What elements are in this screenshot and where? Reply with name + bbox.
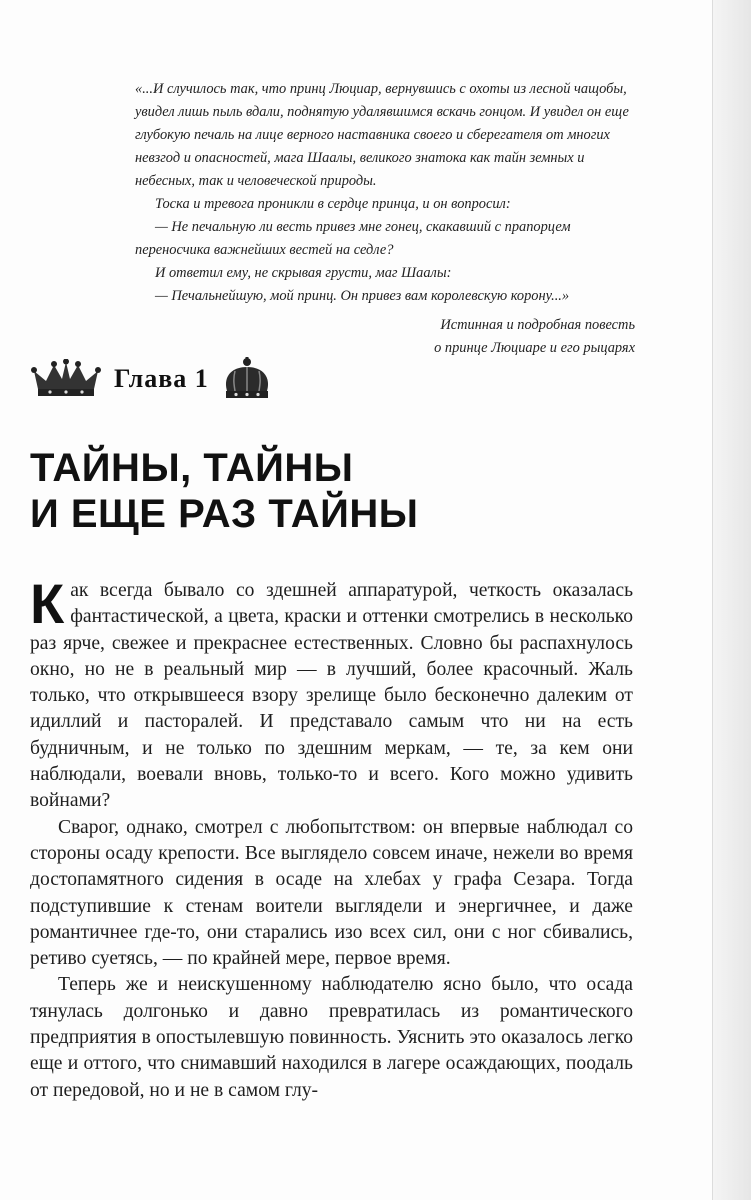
epigraph-source-line: Истинная и подробная повесть bbox=[440, 317, 635, 333]
body-paragraph: Теперь же и неискушенному наблюдателю ясно было, что осада тянулась долгонько и давно превратилась из романтического предприятия в опостылевшую повинность. Уяснить это оказалось легко еще и оттого, что снимавший находился в лагере осаждающих, поодаль от передовой, но и не в самом глу- bbox=[30, 974, 633, 1101]
epigraph-source-line: о принце Люциаре и его рыцарях bbox=[434, 340, 635, 356]
body-paragraph: Сварог, однако, смотрел с любопытством: он впервые наблюдал со стороны осаду крепости. Все выглядело совсем иначе, нежели во время достопамятного сидения в осаде на хлебах у графа Сезара. Тогда подступившие к стенам воители выглядели и энергичнее, и даже романтичнее где-то, они старались изо всех сил, они с ног сбивались, ретиво суетясь, — по крайней мере, первое время. bbox=[30, 816, 633, 970]
epigraph-source bbox=[135, 314, 635, 360]
page-edge-strip bbox=[712, 0, 751, 1200]
chapter-title bbox=[30, 445, 630, 537]
chapter-heading bbox=[30, 356, 330, 402]
body-paragraph-text: ак всегда бывало со здешней аппаратурой, четкость оказалась фантастической, а цвета, краски и оттенки смотрелись в несколько раз ярче, свежее и прекраснее естественных. Словно бы распахнулось окно, но не в реальный мир — в лучший, более красочный. Жаль только, что открывшееся взору зрелище было бесконечно далеким от идиллий и пасторалей. И представало самым что ни на есть будничным, и не только по здешним меркам, — те, за кем они наблюдали, воевали вновь, только-то и всего. Кого можно удивить войнами? bbox=[30, 580, 633, 812]
crown-ornament-right-icon bbox=[221, 357, 273, 401]
chapter-title-line: ТАЙНЫ, ТАЙНЫ bbox=[30, 446, 354, 490]
drop-cap: К bbox=[30, 572, 65, 635]
crown-ornament-left-icon bbox=[30, 359, 102, 399]
epigraph-paragraph: — Не печальную ли весть привез мне гонец, скакавший с прапорцем переносчика важнейших вестей на седле? bbox=[135, 219, 571, 258]
epigraph-paragraph: — Печальнейшую, мой принц. Он привез вам королевскую корону...» bbox=[155, 288, 570, 304]
epigraph-paragraph: «...И случилось так, что принц Люциар, вернувшись с охоты из лесной чащобы, увидел лишь пыль вдали, поднятую удалявшимся вскачь гонцом. И увидел он еще глубокую печаль на лице верного наставника своего и сберегателя от многих невзгод и опасностей, мага Шаалы, великого знатока как тайн земных и небесных, так и человеческой природы. bbox=[135, 81, 629, 189]
epigraph-paragraph: Тоска и тревога проникли в сердце принца, и он вопросил: bbox=[155, 196, 511, 212]
body-text bbox=[30, 572, 633, 1104]
epigraph-paragraph: И ответил ему, не скрывая грусти, маг Шаалы: bbox=[155, 265, 452, 281]
body-paragraph bbox=[30, 572, 633, 815]
epigraph bbox=[135, 78, 635, 360]
chapter-label: Глава 1 bbox=[114, 364, 209, 393]
chapter-title-line: И ЕЩЕ РАЗ ТАЙНЫ bbox=[30, 492, 419, 536]
